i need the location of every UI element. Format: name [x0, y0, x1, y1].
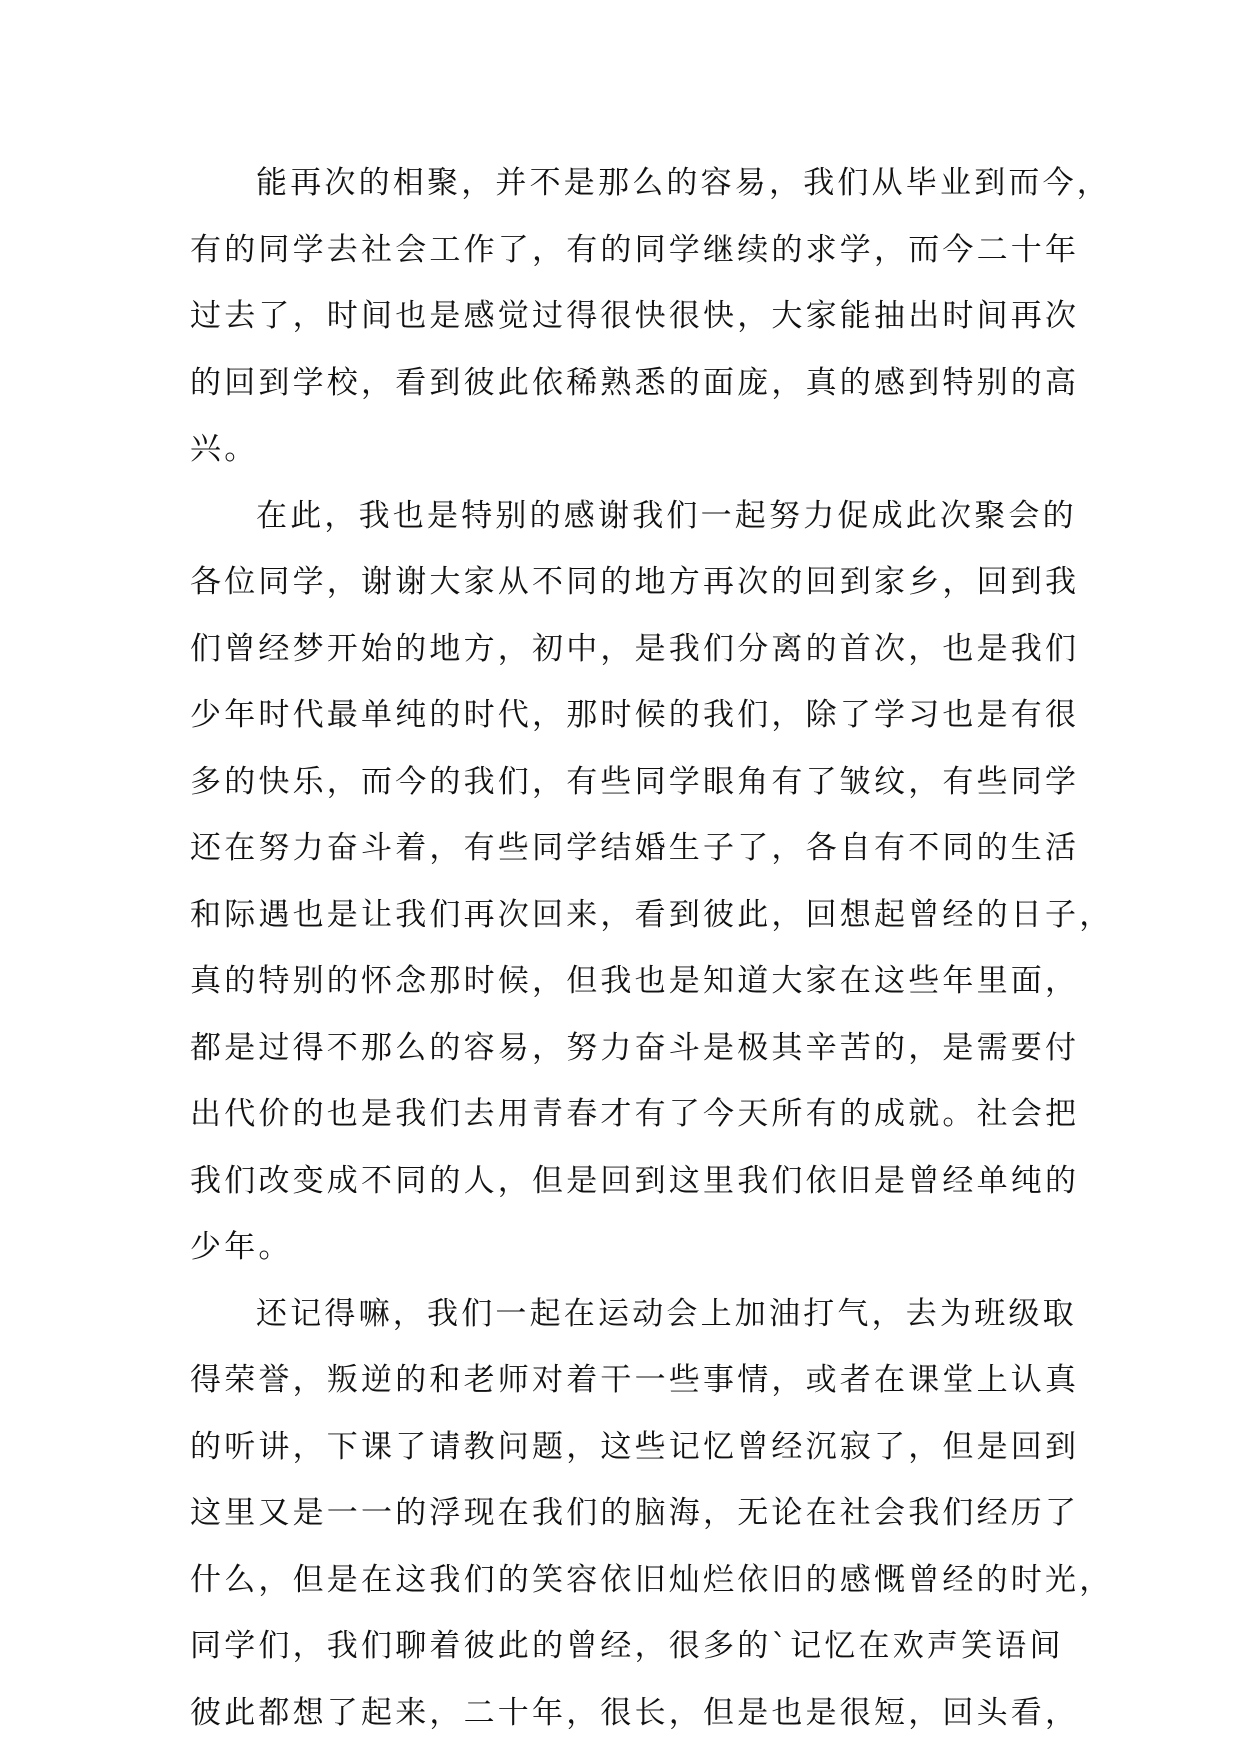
text-line: 少年。 — [190, 1229, 293, 1265]
document-body — [190, 150, 1114, 1746]
text-line: 有的同学去社会工作了，有的同学继续的求学，而今二十年 — [190, 231, 1080, 268]
text-line: 什么，但是在这我们的笑容依旧灿烂依旧的感慨曾经的时光， — [190, 1561, 1114, 1598]
text-line: 彼此都想了起来，二十年，很长，但是也是很短，回头看， — [190, 1694, 1080, 1731]
text-line: 同学们，我们聊着彼此的曾经，很多的`记忆在欢声笑语间 — [190, 1628, 1064, 1664]
paragraph-1 — [190, 150, 1111, 483]
text-line: 兴。 — [190, 431, 259, 467]
text-line: 的回到学校，看到彼此依稀熟悉的面庞，真的感到特别的高 — [190, 364, 1080, 401]
paragraph-2 — [190, 483, 1114, 1281]
text-line: 这里又是一一的浮现在我们的脑海，无论在社会我们经历了 — [190, 1495, 1080, 1531]
text-line: 得荣誉，叛逆的和老师对着干一些事情，或者在课堂上认真 — [190, 1362, 1080, 1398]
text-line: 出代价的也是我们去用青春才有了今天所有的成就。社会把 — [190, 1096, 1080, 1132]
text-line: 和际遇也是让我们再次回来，看到彼此，回想起曾经的日子， — [190, 896, 1114, 933]
text-line: 真的特别的怀念那时候，但我也是知道大家在这些年里面， — [190, 963, 1080, 999]
text-line: 都是过得不那么的容易，努力奋斗是极其辛苦的，是需要付 — [190, 1029, 1080, 1066]
text-line: 还在努力奋斗着，有些同学结婚生子了，各自有不同的生活 — [190, 830, 1080, 866]
text-line: 我们改变成不同的人，但是回到这里我们依旧是曾经单纯的 — [190, 1162, 1080, 1199]
text-line: 还记得嘛，我们一起在运动会上加油打气，去为班级取 — [256, 1295, 1077, 1332]
text-line: 在此，我也是特别的感谢我们一起努力促成此次聚会的 — [256, 497, 1077, 534]
text-line: 多的快乐，而今的我们，有些同学眼角有了皱纹，有些同学 — [190, 763, 1080, 800]
text-line: 各位同学，谢谢大家从不同的地方再次的回到家乡，回到我 — [190, 564, 1080, 600]
text-line: 的听讲，下课了请教问题，这些记忆曾经沉寂了，但是回到 — [190, 1428, 1080, 1465]
text-line: 能再次的相聚，并不是那么的容易，我们从毕业到而今， — [256, 165, 1111, 201]
paragraph-3 — [190, 1281, 1114, 1747]
text-line: 们曾经梦开始的地方，初中，是我们分离的首次，也是我们 — [190, 630, 1080, 667]
text-line: 过去了，时间也是感觉过得很快很快，大家能抽出时间再次 — [190, 298, 1080, 334]
text-line: 少年时代最单纯的时代，那时候的我们，除了学习也是有很 — [190, 697, 1080, 733]
